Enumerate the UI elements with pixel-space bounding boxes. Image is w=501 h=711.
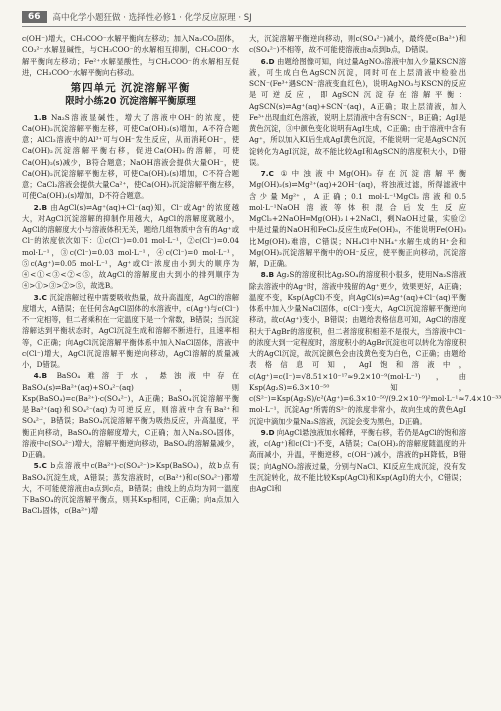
- answer-text: Na₂S溶液显碱性，增大了溶液中OH⁻的浓度，使Ca(OH)₂沉淀溶解平衡左移，可使Ca(OH)₂(s)增加，A不符合题意；AlCl₃溶液中的Al³⁺可与OH⁻发生反应，从而消耗OH⁻，使Ca(OH)₂沉淀溶解平衡右移，促进Ca(OH)₂的溶解，可使Ca(OH)₂(s)减少，B符合题意；NaOH溶液会提供大量OH⁻，使Ca(OH)₂沉淀溶解平衡左移，可使Ca(OH)₂(s)增加，C不符合题意；CaCl₂溶液会提供大量Ca²⁺，使Ca(OH)₂沉淀溶解平衡左移，可使Ca(OH)₂(s)增加，D不符合题意。: [22, 112, 239, 201]
- answer-item: [22, 460, 239, 516]
- left-column: [22, 33, 239, 709]
- answer-letter: B: [41, 371, 48, 381]
- answer-item: [249, 427, 466, 495]
- answer-text: Ag₂S的溶度积比Ag₂SO₄的溶度积小很多，使用Na₂S溶液除去溶液中的Ag⁺时，溶液中残留的Ag⁺更少，效果更好，A正确；温度不变，Ksp(AgCl)不变，向AgCl(s)⇌Ag⁺(aq)+Cl⁻(aq)平衡体系中加入少量NaCl固体，c(Cl⁻)变大，AgCl沉淀溶解平衡逆向移动，故c(Ag⁺)变小，B错误；由题给表格信息可知，AgCl的溶度积大于AgBr的溶度积，但二者溶度积相差不是很大，当溶液中Cl⁻的浓度大到一定程度时，溶度积小的AgBr沉淀也可以转化为溶度积大的AgCl沉淀，故沉淀颜色会由浅黄色变为白色，C正确；由题给表格信息可知，AgI饱和溶液中，c(Ag⁺)=c(I⁻)=√8.51×10⁻¹⁷≈9.2×10⁻⁹(mol·L⁻¹)，由Ksp(Ag₂S)=6.3×10⁻⁵⁰知，c(S²⁻)=Ksp(Ag₂S)/c²(Ag⁺)=6.3×10⁻⁵⁰/(9.2×10⁻⁹)²mol·L⁻¹≈7.4×10⁻³³ mol·L⁻¹，沉淀Ag⁺所需的S²⁻的浓度非常小，故向生成的黄色AgI沉淀中滴加少量Na₂S溶液，沉淀会变为黑色，D正确。: [249, 270, 501, 426]
- answer-number: 9.: [260, 427, 269, 437]
- page-number: 66: [22, 11, 47, 23]
- intro-paragraph: c(OH⁻)增大，CH₃COO⁻水解平衡向左移动；加入Na₂CO₃固体，CO₃²⁻水解显碱性，与CH₃COO⁻的水解相互抑制，CH₃COO⁻水解平衡向左移动；Fe²⁺水解显酸性，与CH₃COO⁻的水解相互促进，CH₃COO⁻水解平衡向右移动。: [22, 34, 239, 77]
- answer-number: 7.: [260, 169, 269, 178]
- answer-letter: B: [41, 112, 48, 122]
- answer-number: 2.: [33, 202, 42, 212]
- answer-letter: C: [268, 169, 274, 178]
- answer-item: [22, 292, 239, 371]
- answer-number: 5.: [33, 461, 42, 471]
- answer-text: b点溶液中c(Ba²⁺)·c(SO₄²⁻)>Ksp(BaSO₄)，故b点有BaSO₄沉淀生成，A错误；蒸发溶液时，c(Ba²⁺)和c(SO₄²⁻)都增大，不可能使溶液由a点到c点，B错误；曲线上的点均为同一温度下BaSO₄的沉淀溶解平衡点，则其Ksp相同，C正确；向a点加入BaCl₂固体，c(Ba²⁺)增: [22, 461, 240, 516]
- answer-item: [249, 269, 501, 427]
- answer-letter: B: [268, 270, 275, 280]
- unit-title: 第四单元 沉淀溶解平衡: [70, 82, 191, 94]
- answer-number: 6.: [260, 56, 269, 66]
- two-column-body: [22, 33, 501, 709]
- page-header: [22, 8, 466, 27]
- answer-letter: C: [41, 292, 47, 302]
- answer-item: [22, 202, 239, 292]
- answer-letter: B: [41, 202, 48, 212]
- continued-paragraph: 大，沉淀溶解平衡逆向移动，则c(SO₄²⁻)减小，最终使c(Ba²⁺)和c(SO₄²⁻)不相等，故不可能使溶液由a点到b点，D错误。: [249, 34, 466, 55]
- answer-item: [249, 168, 466, 269]
- answer-item: [22, 370, 239, 460]
- answer-number: 3.: [33, 292, 42, 302]
- answer-number: 1.: [33, 112, 42, 122]
- answer-letter: C: [41, 461, 47, 471]
- lesson-title: 限时小练20 沉淀溶解平衡原理: [65, 96, 196, 108]
- answer-number: 4.: [33, 371, 42, 381]
- answer-text: ①中浊液中Mg(OH)₂存在沉淀溶解平衡Mg(OH)₂(s)⇌Mg²⁺(aq)+2OH⁻(aq)，将浊液过滤，所得滤液中含少量Mg²⁺，A正确；0.1 mol·L⁻¹MgCl₂溶液和0.5 mol·L⁻¹NaOH溶液等体积混合后发生反应MgCl₂+2NaOH═Mg(OH)₂↓+2NaCl，剩NaOH过量，实验②中是过量的NaOH和FeCl₃反应生成Fe(OH)₃，不能说明Fe(OH)₃比Mg(OH)₂难溶，C错误；NH₄Cl中NH₄⁺水解生成的H⁺会和Mg(OH)₂沉淀溶解平衡中的OH⁻反应，使平衡正向移动，沉淀溶解，D正确。: [249, 169, 466, 268]
- answer-number: 8.: [260, 270, 269, 280]
- running-header-title: 高中化学小题狂做 · 选择性必修1 · 化学反应原理 · SJ: [52, 13, 252, 23]
- answer-letter: D: [268, 427, 275, 437]
- answer-text: 由题给图像可知，向过量AgNO₃溶液中加入少量KSCN溶液，可生成白色AgSCN沉淀，同时可在上层清液中检验出SCN⁻(Fe³⁺遇SCN⁻溶液变血红色)，说明AgNO₃与KSCN的反应是可逆反应，即AgSCN沉淀存在溶解平衡：AgSCN(s)⇌Ag⁺(aq)+SCN⁻(aq)，A正确；取上层清液，加入Fe³⁺出现血红色溶液，说明上层清液中含有SCN⁻，B正确；AgI是黄色沉淀，③中颜色变化说明有AgI生成，C正确；由于溶液中含有Ag⁺，所以加入KI后生成AgI黄色沉淀，不能说明一定是AgSCN沉淀转化为AgI沉淀，故不能比较AgI和AgSCN的溶度积大小，D错误。: [249, 56, 466, 167]
- right-column: [249, 33, 501, 709]
- answer-letter: D: [268, 56, 275, 66]
- answer-text: BaSO₄难溶于水，悬浊液中存在BaSO₄(s)⇌Ba²⁺(aq)+SO₄²⁻(aq)，则Ksp(BaSO₄)=c(Ba²⁺)·c(SO₄²⁻)，A正确；BaSO₄沉淀溶解平衡是Ba²⁺(aq)和SO₄²⁻(aq)为可逆反应，则溶液中含有Ba²⁺和SO₄²⁻，B错误；BaSO₄沉淀溶解平衡为吸热反应，升高温度，平衡正向移动，BaSO₄的溶解度增大，C正确；加入Na₂SO₄固体，溶液中c(SO₄²⁻)增大，溶解平衡逆向移动，BaSO₄的溶解量减少，D正确。: [22, 371, 239, 459]
- answer-item: [22, 112, 239, 202]
- answer-text: 由AgCl(s)⇌Ag⁺(aq)+Cl⁻(aq)知，Cl⁻或Ag⁺的浓度越大，对AgCl沉淀溶解的抑制作用越大，AgCl的溶解度就越小，AgCl的溶解度大小与溶液体积无关，题给几组物质中含有的Ag⁺或Cl⁻的浓度依次如下：①c(Cl⁻)=0.01 mol·L⁻¹，②c(Cl⁻)=0.04 mol·L⁻¹，③c(Cl⁻)=0.03 mol·L⁻¹，④c(Cl⁻)=0 mol·L⁻¹，⑤c(Ag⁺)=0.05 mol·L⁻¹，Ag⁺或Cl⁻浓度由小到大的顺序为④<①<③<②<⑤，故AgCl的溶解度由大到小的排列顺序为④>①>③>②>⑤，故选B。: [22, 202, 239, 291]
- answer-item: [249, 56, 466, 169]
- answer-text: 向AgCl悬浊液加水稀释，平衡右移，若仍是AgCl的饱和溶液，c(Ag⁺)和c(Cl⁻)不变，A错误；Ca(OH)₂的溶解度随温度的升高而减小，升温，平衡逆移，c(OH⁻)减小，溶液的pH降低，B错误；向AgNO₃溶液过量，分别与NaCl、KI反应生成沉淀，没有发生沉淀转化，故不能比较Ksp(AgCl)和Ksp(AgI)的大小，C错误；由AgCl和: [249, 427, 466, 493]
- answer-text: 沉淀溶解过程中需要吸收热量，故升高温度，AgCl的溶解度增大，A错误；在任何含AgCl固体的水溶液中，c(Ag⁺)与c(Cl⁻)不一定相等，但二者乘积在一定温度下是一个常数，B错误；当沉淀溶解达到平衡状态时，AgCl沉淀生成和溶解不断进行，且速率相等，C正确；向AgCl沉淀溶解平衡体系中加入NaCl固体，溶液中c(Cl⁻)增大，AgCl沉淀溶解平衡逆向移动，AgCl溶解的质量减小，D错误。: [22, 292, 239, 369]
